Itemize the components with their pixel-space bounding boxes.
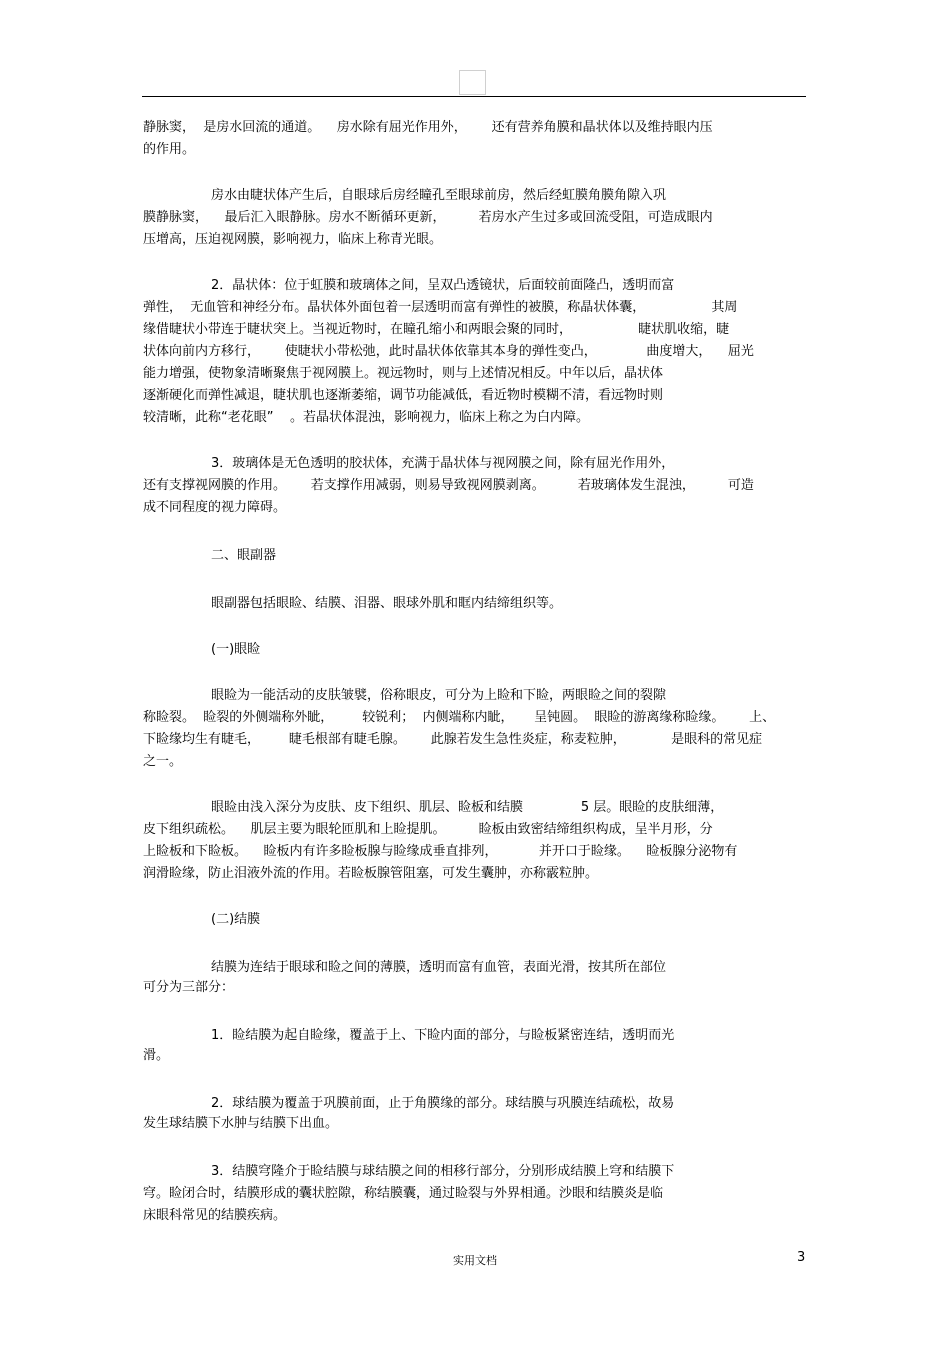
page-number: 3 xyxy=(797,1250,806,1265)
text-line: 状体向前内方移行， 使睫状小带松弛，此时晶状体依靠其本身的弹性变凸， 曲度增大， 屈光 xyxy=(143,344,754,359)
text-line: 静脉窦， 是房水回流的通道。 房水除有屈光作用外， 还有营养角膜和晶状体以及维持眼内压 xyxy=(143,120,713,135)
text-line: 2．晶状体：位于虹膜和玻璃体之间，呈双凸透镜状，后面较前面隆凸，透明而富 xyxy=(211,278,675,293)
section-heading: 二、眼副器 xyxy=(211,548,277,563)
text-line: 较清晰，此称“老花眼” 。若晶状体混浊，影响视力，临床上称之为白内障。 xyxy=(143,410,589,425)
text-line: 2．球结膜为覆盖于巩膜前面，止于角膜缘的部分。球结膜与巩膜连结疏松，故易 xyxy=(211,1096,675,1111)
header-rule xyxy=(142,96,806,97)
text-line: 发生球结膜下水肿与结膜下出血。 xyxy=(143,1116,339,1131)
text-line: 穹。睑闭合时，结膜形成的囊状腔隙，称结膜囊，通过睑裂与外界相通。沙眼和结膜炎是临 xyxy=(143,1186,664,1201)
text-line: 结膜为连结于眼球和睑之间的薄膜，透明而富有血管，表面光滑，按其所在部位 xyxy=(211,960,667,975)
text-line: 眼睑为一能活动的皮肤皱襞，俗称眼皮，可分为上睑和下睑，两眼睑之间的裂隙 xyxy=(211,688,667,703)
text-line: 称睑裂。 睑裂的外侧端称外眦， 较锐利； 内侧端称内眦， 呈钝圆。 眼睑的游离缘称睑缘。 上、 xyxy=(143,710,776,725)
text-line: 皮下组织疏松。 肌层主要为眼轮匝肌和上睑提肌。 睑板由致密结缔组织构成，呈半月形，分 xyxy=(143,822,713,837)
text-line: 下睑缘均生有睫毛， 睫毛根部有睫毛腺。 此腺若发生急性炎症，称麦粒肿， 是眼科的常见症 xyxy=(143,732,763,747)
text-line: 的作用。 xyxy=(143,142,196,157)
text-line: 眼睑由浅入深分为皮肤、皮下组织、肌层、睑板和结膜 5 层。眼睑的皮肤细薄， xyxy=(211,800,724,815)
page-footer: 实用文档 xyxy=(453,1254,497,1267)
text-line: 润滑睑缘，防止泪液外流的作用。若睑板腺管阻塞，可发生囊肿，亦称霰粒肿。 xyxy=(143,866,599,881)
text-line: 还有支撑视网膜的作用。 若支撑作用减弱，则易导致视网膜剥离。 若玻璃体发生混浊， 可造 xyxy=(143,478,754,493)
subsection-heading: (一)眼睑 xyxy=(211,642,261,657)
text-line: 能力增强，使物象清晰聚焦于视网膜上。视远物时，则与上述情况相反。中年以后，晶状体 xyxy=(143,366,664,381)
text-line: 滑。 xyxy=(143,1048,170,1063)
text-line: 可分为三部分： xyxy=(143,980,235,995)
text-line: 1．睑结膜为起自睑缘，覆盖于上、下睑内面的部分，与睑板紧密连结，透明而光 xyxy=(211,1028,675,1043)
text-line: 眼副器包括眼睑、结膜、泪器、眼球外肌和眶内结缔组织等。 xyxy=(211,596,563,611)
text-line: 上睑板和下睑板。 睑板内有许多睑板腺与睑缘成垂直排列， 并开口于睑缘。 睑板腺分泌物有 xyxy=(143,844,738,859)
text-line: 压增高，压迫视网膜，影响视力，临床上称青光眼。 xyxy=(143,232,443,247)
text-line: 膜静脉窦， 最后汇入眼静脉。房水不断循环更新， 若房水产生过多或回流受阻，可造成眼内 xyxy=(143,210,713,225)
text-line: 3．结膜穹隆介于睑结膜与球结膜之间的相移行部分，分别形成结膜上穹和结膜下 xyxy=(211,1164,675,1179)
header-box xyxy=(459,70,486,95)
text-line: 床眼科常见的结膜疾病。 xyxy=(143,1208,287,1223)
text-line: 成不同程度的视力障碍。 xyxy=(143,500,287,515)
text-line: 房水由睫状体产生后，自眼球后房经瞳孔至眼球前房，然后经虹膜角膜角隙入巩 xyxy=(211,188,667,203)
text-line: 之一。 xyxy=(143,754,183,769)
text-line: 3．玻璃体是无色透明的胶状体，充满于晶状体与视网膜之间，除有屈光作用外， xyxy=(211,456,675,471)
text-line: 弹性， 无血管和神经分布。晶状体外面包着一层透明而富有弹性的被膜，称晶状体囊， 其周 xyxy=(143,300,738,315)
text-line: 缘借睫状小带连于睫状突上。当视近物时，在瞳孔缩小和两眼会聚的同时， 睫状肌收缩，睫 xyxy=(143,322,730,337)
text-line: 逐渐硬化而弹性减退，睫状肌也逐渐萎缩，调节功能减低，看近物时模糊不清，看远物时则 xyxy=(143,388,664,403)
subsection-heading: (二)结膜 xyxy=(211,912,261,927)
